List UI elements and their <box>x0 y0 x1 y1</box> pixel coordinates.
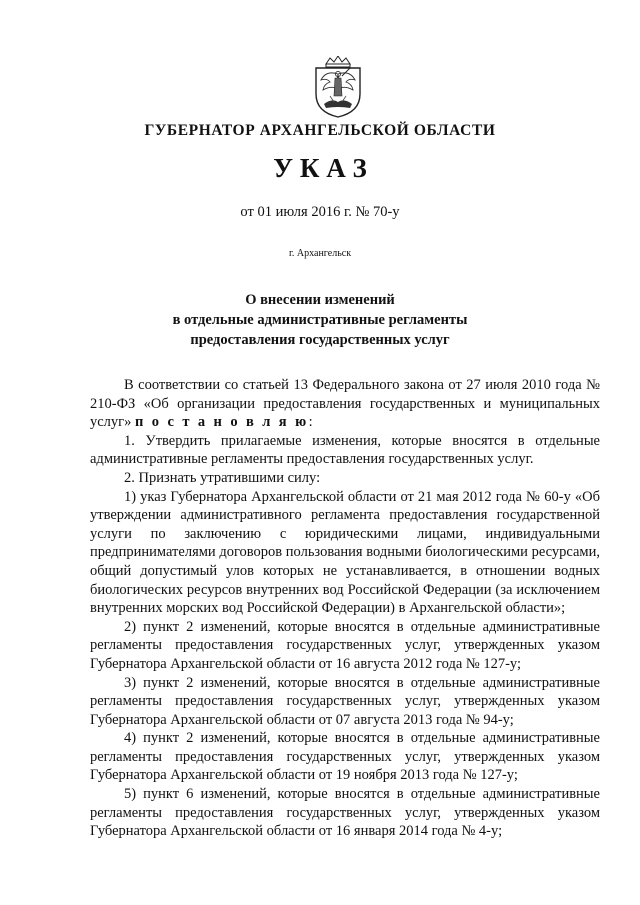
issuer-title: ГУБЕРНАТОР АРХАНГЕЛЬСКОЙ ОБЛАСТИ <box>144 122 496 139</box>
paragraph-item: 3) пункт 2 изменений, которые вносятся в отдельные административные регламенты предоставления государственных услуг, утвержденных указом Губернатора Архангельской области от 07 августа 2013 года № 94-у; <box>90 674 600 728</box>
paragraph-item: 1) указ Губернатора Архангельской области от 21 мая 2012 года № 60-у «Об утверждении административного регламента предоставления государственной услуги по заключению с юридическими лицами, индивидуальными предпринимателями договоров пользования водными биологическими ресурсами, общий допустимый улов которых не устанавливается, в отношении водных биологических ресурсов внутренних вод Российской Федерации (за исключением внутренних морских вод Российской Федерации) в Архангельской области»; <box>90 488 600 617</box>
subject-line: в отдельные административные регламенты <box>172 312 468 328</box>
paragraph-item: 4) пункт 2 изменений, которые вносятся в отдельные административные регламенты предоставления государственных услуг, утвержденных указом Губернатора Архангельской области от 19 ноября 2013 года № 127-у; <box>90 730 600 784</box>
decree-colon: : <box>308 414 313 431</box>
document-type: У К А З <box>273 153 367 183</box>
intro-paragraph <box>90 376 600 432</box>
intro-text: В соответствии со статьей 13 Федерального закона от 27 июля 2010 года № 210-ФЗ «Об организации предоставления государственных и муниципальных услуг» <box>90 377 600 431</box>
document-date-number: от 01 июля 2016 г. № 70-у <box>240 204 400 220</box>
document-subject <box>0 290 640 350</box>
paragraph-item: 1. Утвердить прилагаемые изменения, которые вносятся в отдельные административные регламенты предоставления государственных услуг. <box>90 432 600 468</box>
paragraph-item: 5) пункт 6 изменений, которые вносятся в отдельные административные регламенты предоставления государственных услуг, утвержденных указом Губернатора Архангельской области от 16 января 2014 года № 4-у; <box>90 786 600 840</box>
paragraph-item: 2. Признать утратившими силу: <box>124 469 321 486</box>
paragraph-item: 2) пункт 2 изменений, которые вносятся в отдельные административные регламенты предоставления государственных услуг, утвержденных указом Губернатора Архангельской области от 16 августа 2012 года № 127-у; <box>90 618 600 672</box>
coat-of-arms-icon <box>312 56 364 118</box>
subject-line: О внесении изменений <box>245 292 395 308</box>
document-body <box>90 376 600 841</box>
decree-word: п о с т а н о в л я ю <box>135 414 309 431</box>
document-city: г. Архангельск <box>288 248 352 259</box>
subject-line: предоставления государственных услуг <box>190 332 450 348</box>
